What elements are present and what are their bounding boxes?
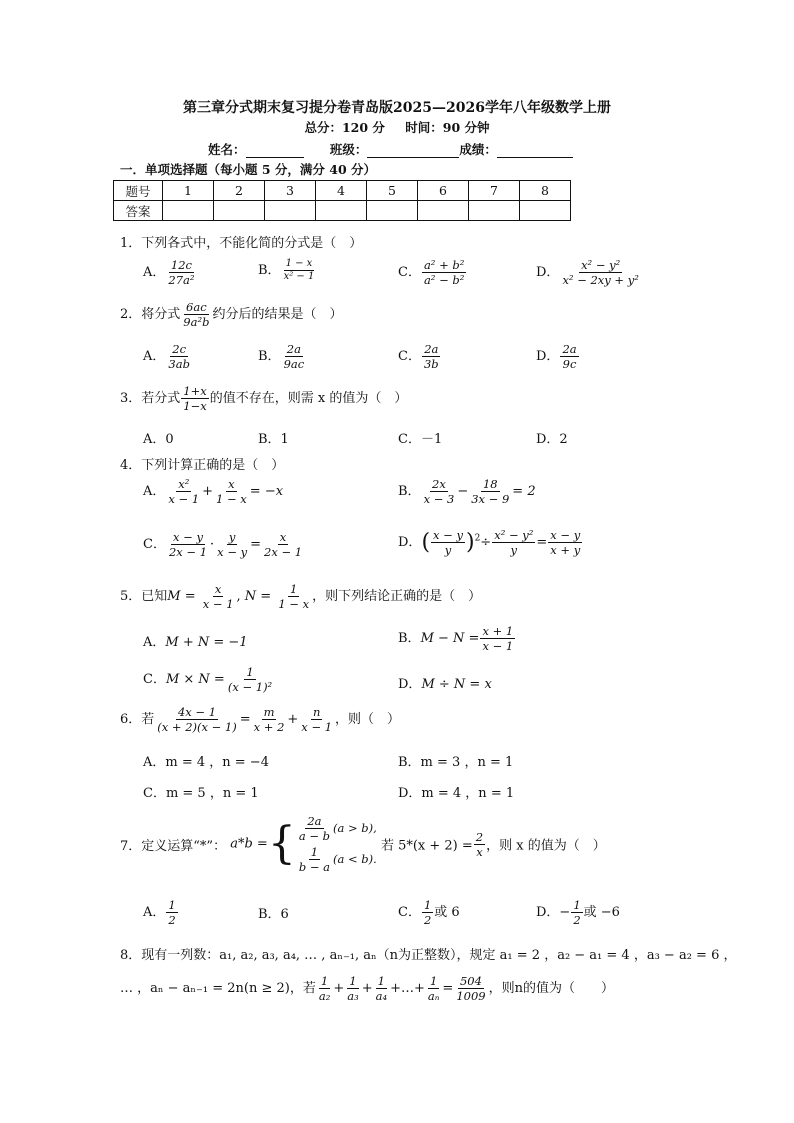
q6-option-c: C．m = 5 ，n = 1 xyxy=(143,786,259,801)
table-cell: 7 xyxy=(469,181,520,201)
section-heading: 一．单项选择题（每小题 5 分，满分 40 分） xyxy=(120,162,377,177)
table-cell: 5 xyxy=(367,181,418,201)
total-score: 总分：120 分 xyxy=(304,120,385,135)
q2-option-a: A． $\frac{2c}{3ab}$ xyxy=(143,342,190,371)
table-cell: 1 xyxy=(163,181,214,201)
exam-time: 时间：90 分钟 xyxy=(405,120,490,135)
question-4-stem: 4．下列计算正确的是（ ） xyxy=(120,458,285,473)
q2-option-c: C． $\frac{2a}{3b}$ xyxy=(398,342,439,371)
answer-table xyxy=(113,180,571,221)
question-1-stem: 1．下列各式中，不能化简的分式是（ ） xyxy=(120,236,363,251)
q7-option-b: B．6 xyxy=(258,907,289,922)
q1-option-a: A． $\frac{12c}{\text{27a²}}$ xyxy=(143,258,195,287)
question-3-stem: 3．若分式 $\frac{1+x}{1-x}$ 的值不存在，则需 x 的值为（ ） xyxy=(120,384,408,413)
table-cell: 3 xyxy=(265,181,316,201)
question-2-stem: 2．将分式 $\frac{6ac}{\text{9a²b}}$ 约分后的结果是（ ） xyxy=(120,300,343,329)
table-cell: 2 xyxy=(214,181,265,201)
class-label: 班级： xyxy=(329,142,368,157)
q3-option-a: A．0 xyxy=(143,432,174,447)
table-cell: 6 xyxy=(418,181,469,201)
answer-cell[interactable] xyxy=(214,201,265,221)
question-8-line-2: … ，aₙ − aₙ₋₁ = 2n(n ≥ 2)，若 $\frac{1}{\text{a₂}}$ + $\frac{1}{\text{a₃}}$ + $\frac{1}{\text{a₄}}$ +…+ $\frac{1}{\text{aₙ}}$ = $\frac{504}{1009}$ ，则n的值为（ ） xyxy=(120,974,614,1003)
q1-option-b: B． $\frac{1 - x}{\text{x² − 1}}$ xyxy=(258,258,315,282)
exam-title: 第三章分式期末复习提分卷青岛版2025—2026学年八年级数学上册 xyxy=(183,100,611,116)
q5-option-c: C．M × N = $\frac{1}{\text{(x − 1)²}}$ xyxy=(143,665,273,694)
q3-option-b: B．1 xyxy=(258,432,289,447)
q4-option-a: A． $\frac{\text{x²}}{x - 1}$ + $\frac{x}{1 - x}$ = −x xyxy=(143,477,284,506)
q4-option-b: B． $\frac{2x}{x - 3}$ − $\frac{18}{3x - 9}$ = 2 xyxy=(398,477,536,506)
table-row xyxy=(114,181,571,201)
q5-option-a: A．M + N = −1 xyxy=(143,635,248,650)
q1-option-c: C． $\frac{\text{a² + b²}}{\text{a² − b²}}$ xyxy=(398,258,465,287)
question-7-stem: 7．定义运算“*”： a*b ={ $\frac{2a}{a - b}$ (a > b), $\frac{1}{b - a}$ (a < b). 若 5*(x + 2) = $\frac{2}{x}$ ，则 x 的值为（ ） xyxy=(120,814,606,874)
question-5-stem: 5．已知M = $\frac{x}{x - 1}$ , N = $\frac{1}{1 - x}$ ，则下列结论正确的是（ ） xyxy=(120,582,482,611)
q6-option-d: D．m = 4 ，n = 1 xyxy=(398,786,515,801)
q7-option-a: A． $\frac{1}{2}$ xyxy=(143,898,176,927)
answer-cell[interactable] xyxy=(469,201,520,221)
q2-option-d: D． $\frac{2a}{9c}$ xyxy=(536,342,577,371)
answer-cell[interactable] xyxy=(520,201,571,221)
q5-option-d: D．M ÷ N = x xyxy=(398,677,492,692)
q4-option-d: D．( $\frac{x - y}{y}$ )$^2$÷ $\frac{\text{x² − y²}}{y}$ = $\frac{x - y}{x + y}$ xyxy=(398,528,581,557)
answer-cell[interactable] xyxy=(316,201,367,221)
class-blank[interactable] xyxy=(367,144,459,158)
table-cell: 4 xyxy=(316,181,367,201)
score-blank[interactable] xyxy=(497,144,573,158)
question-6-stem: 6．若 $\frac{4x - 1}{(x + 2)(x - 1)}$ = $\frac{m}{x + 2}$ + $\frac{n}{x - 1}$ ，则（ ） xyxy=(120,705,401,734)
piecewise-definition: $\frac{2a}{a - b}$ (a > b), $\frac{1}{b - a}$ (a < b). xyxy=(298,814,377,874)
q6-option-a: A．m = 4 ，n = −4 xyxy=(143,755,269,770)
answer-cell[interactable] xyxy=(418,201,469,221)
table-cell: 8 xyxy=(520,181,571,201)
q4-option-c: C． $\frac{x - y}{2x - 1}$ · $\frac{y}{x - y}$ = $\frac{x}{2x - 1}$ xyxy=(143,530,303,559)
q1-option-d: D． $\frac{\text{x² − y²}}{\text{x² − 2xy + y²}}$ xyxy=(536,258,639,287)
exam-meta xyxy=(0,118,794,136)
table-cell: 答案 xyxy=(114,201,163,221)
question-8-line-1: 8．现有一列数：a₁, a₂, a₃, a₄, … , aₙ₋₁, aₙ（n为正整数），规定 a₁ = 2 ，a₂ − a₁ = 4 ，a₃ − a₂ = 6 ， xyxy=(120,948,737,963)
answer-cell[interactable] xyxy=(367,201,418,221)
table-cell: 题号 xyxy=(114,181,163,201)
q6-option-b: B．m = 3 ，n = 1 xyxy=(398,755,514,770)
name-blank[interactable] xyxy=(246,144,304,158)
answer-cell[interactable] xyxy=(163,201,214,221)
q2-option-b: B． $\frac{2a}{9ac}$ xyxy=(258,342,305,371)
q5-option-b: B．M − N = $\frac{x + 1}{x - 1}$ xyxy=(398,624,514,653)
answer-cell[interactable] xyxy=(265,201,316,221)
student-info xyxy=(208,140,573,158)
q3-option-d: D．2 xyxy=(536,432,568,447)
name-label: 姓名： xyxy=(208,142,246,157)
q3-option-c: C．－1 xyxy=(398,432,443,447)
table-row xyxy=(114,201,571,221)
q7-option-d: D．− $\frac{1}{2}$ 或 −6 xyxy=(536,898,620,927)
q7-option-c: C． $\frac{1}{2}$ 或 6 xyxy=(398,898,460,927)
score-label: 成绩： xyxy=(459,142,497,157)
